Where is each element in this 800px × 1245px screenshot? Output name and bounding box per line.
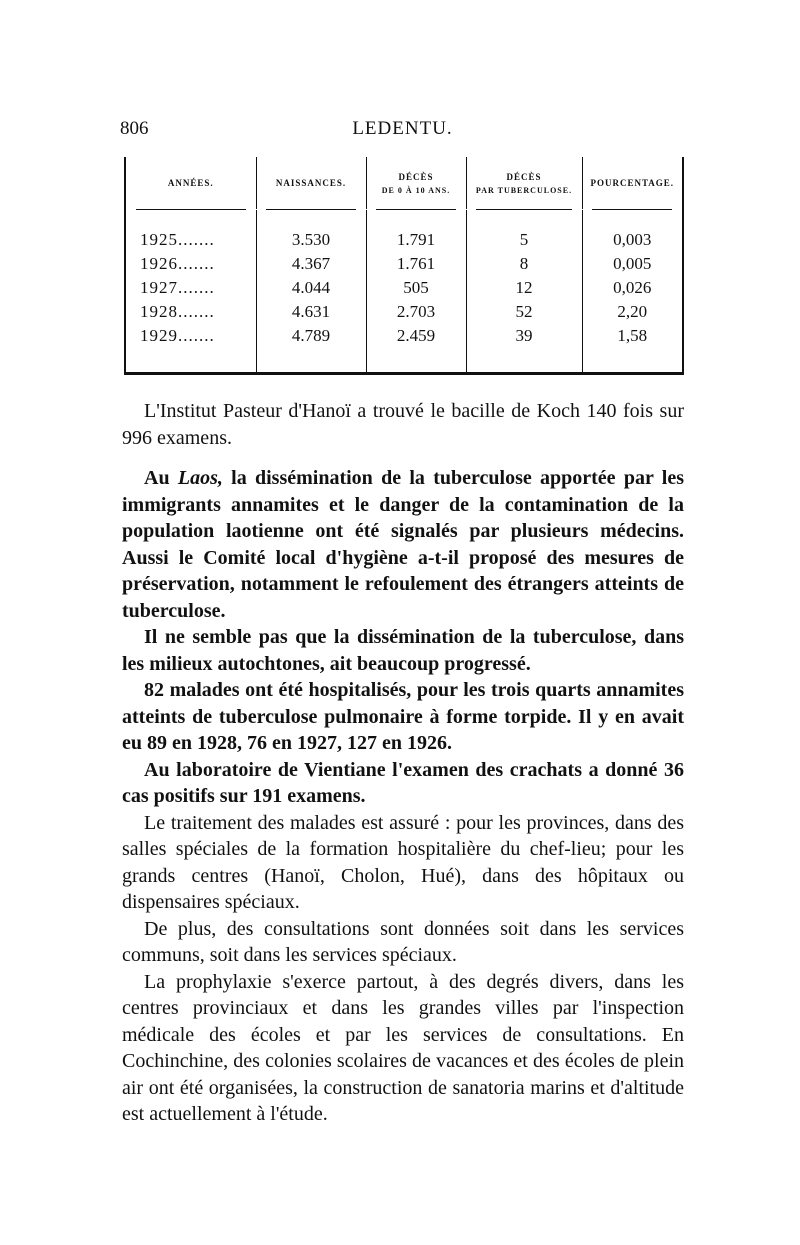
table-row: 1925....... 3.530 1.791 5 0,003 xyxy=(126,210,682,252)
column-header-deaths-tuberculosis: DÉCÈS PAR TUBERCULOSE. xyxy=(466,157,582,209)
body-text xyxy=(122,398,684,1128)
statistics-table xyxy=(124,157,684,375)
table-row: 1928....... 4.631 2.703 52 2,20 xyxy=(126,300,682,324)
page-number: 806 xyxy=(120,118,149,139)
table-row: 1929....... 4.789 2.459 39 1,58 xyxy=(126,324,682,348)
column-header-years: ANNÉES. xyxy=(126,157,256,209)
paragraph: Au Laos, la dissémination de la tuberculose apportée par les immigrants annamites et le danger de la contamination de la population laotienne ont été signalés par plusieurs médecins. Aussi le Comité local d'hygiène a-t-il proposé des mesures de préservation, notamment le refoulement des étrangers atteints de tuberculose. xyxy=(122,467,684,622)
page-header xyxy=(120,118,685,146)
running-title: LEDENTU. xyxy=(352,118,453,139)
paragraph: La prophylaxie s'exerce partout, à des degrés divers, dans les centres provinciaux et dans les grandes villes par l'inspection médicale des écoles et par les services de consultations. En Cochinchine, des colonies scolaires de vacances et des écoles de plein air ont été organisées, la construction de sanatoria marins et d'altitude est actuellement à l'étude. xyxy=(122,970,684,1125)
paragraph: 82 malades ont été hospitalisés, pour les trois quarts annamites atteints de tuberculose pulmonaire à forme torpide. Il y en avait eu 89 en 1928, 76 en 1927, 127 en 1926. xyxy=(122,679,684,754)
paragraph: De plus, des consultations sont données soit dans les services communs, soit dans les services spéciaux. xyxy=(122,917,684,966)
table-spacer xyxy=(126,348,682,374)
paragraph: Le traitement des malades est assuré : pour les provinces, dans des salles spéciales de la formation hospitalière du chef-lieu; pour les grands centres (Hanoï, Cholon, Hué), dans des hôpitaux ou dispensaires spéciaux. xyxy=(122,811,684,913)
column-header-percentage: POURCENTAGE. xyxy=(590,178,675,188)
table-row: 1927....... 4.044 505 12 0,026 xyxy=(126,276,682,300)
table-row: 1926....... 4.367 1.761 8 0,005 xyxy=(126,252,682,276)
paragraph: Il ne semble pas que la dissémination de la tuberculose, dans les milieux autochtones, ait beaucoup progressé. xyxy=(122,626,684,675)
column-header-deaths-0-10: DÉCÈS DE 0 À 10 ANS. xyxy=(366,157,466,209)
column-header-births: NAISSANCES. xyxy=(256,157,366,209)
paragraph: L'Institut Pasteur d'Hanoï a trouvé le bacille de Koch 140 fois sur 996 examens. xyxy=(122,400,684,449)
paragraph: Au laboratoire de Vientiane l'examen des crachats a donné 36 cas positifs sur 191 examens. xyxy=(122,758,684,807)
